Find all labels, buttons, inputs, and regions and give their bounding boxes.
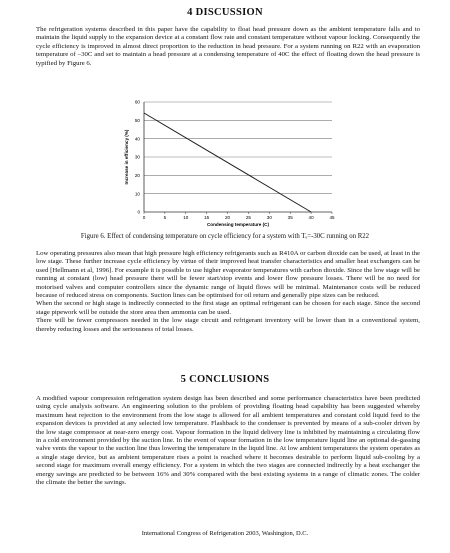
x-tick-label: 15 [204,215,210,220]
y-tick-label: 50 [134,117,140,123]
conclusions-heading: 5 CONCLUSIONS [180,374,270,385]
x-tick-label: 30 [266,215,272,220]
y-tick-label: 10 [134,191,140,197]
discussion-body [36,250,420,334]
discussion-paragraph: Low operating pressures also mean that high pressure high efficiency refrigerants such as R410A or carbon dioxide can be used, at least in the low stage. These further increase cycle efficiency by virtue of their improved heat transfer characteristics and smaller heat exchangers can be used [Hellmann et al, 1996]. For example it is possible to use higher evaporator temperatures with carbon dioxide. Since the low stage will be running at constant (low) head pressure there will be fewer start/stop events and lower flow pressure losses. There will be no need for motorised valves and computer controllers since the dynamic range of liquid flows will be minimal. Maintenance costs will be reduced because of reduced stress on components. Suction lines can be optimised for oil return and generally pipe sizes can be reduced. [36,250,420,300]
efficiency-line-chart [104,96,352,228]
discussion-intro-paragraph: The refrigeration systems described in this paper have the capability to float head pressure down as the ambient temperature falls and to maintain the liquid supply to the expansion device at a constant flow rate and constant temperature without vapour locking. Consequently the cycle efficiency is improved in almost direct proportion to the reduction in head pressure. For a system running on R22 with an evaporation temperature of –30C and set to maintain a head pressure at a condensing temperature of 40C the effect of floating down the head pressure is typified by Figure 6. [36,26,420,67]
x-tick-label: 35 [287,215,293,220]
chart-series [144,113,311,212]
x-tick-label: 10 [183,215,189,220]
efficiency-series-line [144,113,311,212]
conclusions-paragraph: A modified vapour compression refrigeration system design has been described and some performance characteristics have been predicted using cycle analysis software. An engineering solution to the problem of providing floating head capability has been suggested whereby maximum heat rejection to the environment from the low stage is allowed for all ambient temperatures and constant cold liquid feed to the expansion devices is provided at any selected low temperature. Flashback to the condenser is prevented by means of a sub-cooler driven by the low stage compressor at near-zero energy cost. Vapour formation in the liquid delivery line is inhibited by maintaining a circulating flow in a cold environment provided by the suction line. In the event of vapour formation in the low temperature liquid line an optional de-gassing valve vents the vapour to the suction line thus lowering the temperature in the liquid line. At low ambient temperatures the system operates as a single stage device, but as ambient temperature rises a point is reached where it becomes desirable to perform liquid sub-cooling by a second stage for maximum overall energy efficiency. For a system in which the two stages are connected indirectly by a heat exchanger the energy savings are predicted to be between 16% and 30% compared with the best existing systems in a range of climatic zones. The colder the climate the better the savings. [36,395,420,487]
y-tick-label: 20 [134,172,140,178]
discussion-heading: 4 DISCUSSION [187,7,263,18]
chart-axes [144,102,332,214]
y-tick-labels [135,100,141,215]
y-tick-label: 30 [134,154,140,160]
x-tick-label: 40 [308,215,314,220]
x-tick-label: 20 [224,215,231,220]
discussion-paragraph: There will be fewer compressors needed in the low stage circuit and refrigerant inventory will be lower than in a conventional system, thereby reducing losses and the seriousness of total losses. [36,317,420,333]
page-footer: International Congress of Refrigeration 2003, Washington, D.C. [141,530,309,537]
y-tick-label: 60 [134,99,140,105]
discussion-paragraph: When the second or high stage is indirectly connected to the first stage an optimal refrigerant can be chosen for each stage. Since the second stage pipework will be outside the store area then ammonia can be used. [36,300,420,316]
chart-gridlines [144,102,332,194]
x-tick-label: 5 [163,215,167,220]
y-tick-label: 40 [134,136,140,142]
y-axis-label: Increase in efficiency (%) [124,129,129,185]
x-tick-labels [143,215,335,220]
x-tick-label: 45 [329,215,335,220]
x-tick-label: 0 [142,215,146,220]
y-tick-label: 0 [137,209,140,215]
x-axis-label: Condensing temperature (C) [206,222,270,227]
x-tick-label: 25 [245,215,252,220]
figure-caption: Figure 6. Effect of condensing temperature on cycle efficiency for a system with Tₑ=-30C running on R22 [80,233,370,240]
figure-6-chart [104,96,352,228]
